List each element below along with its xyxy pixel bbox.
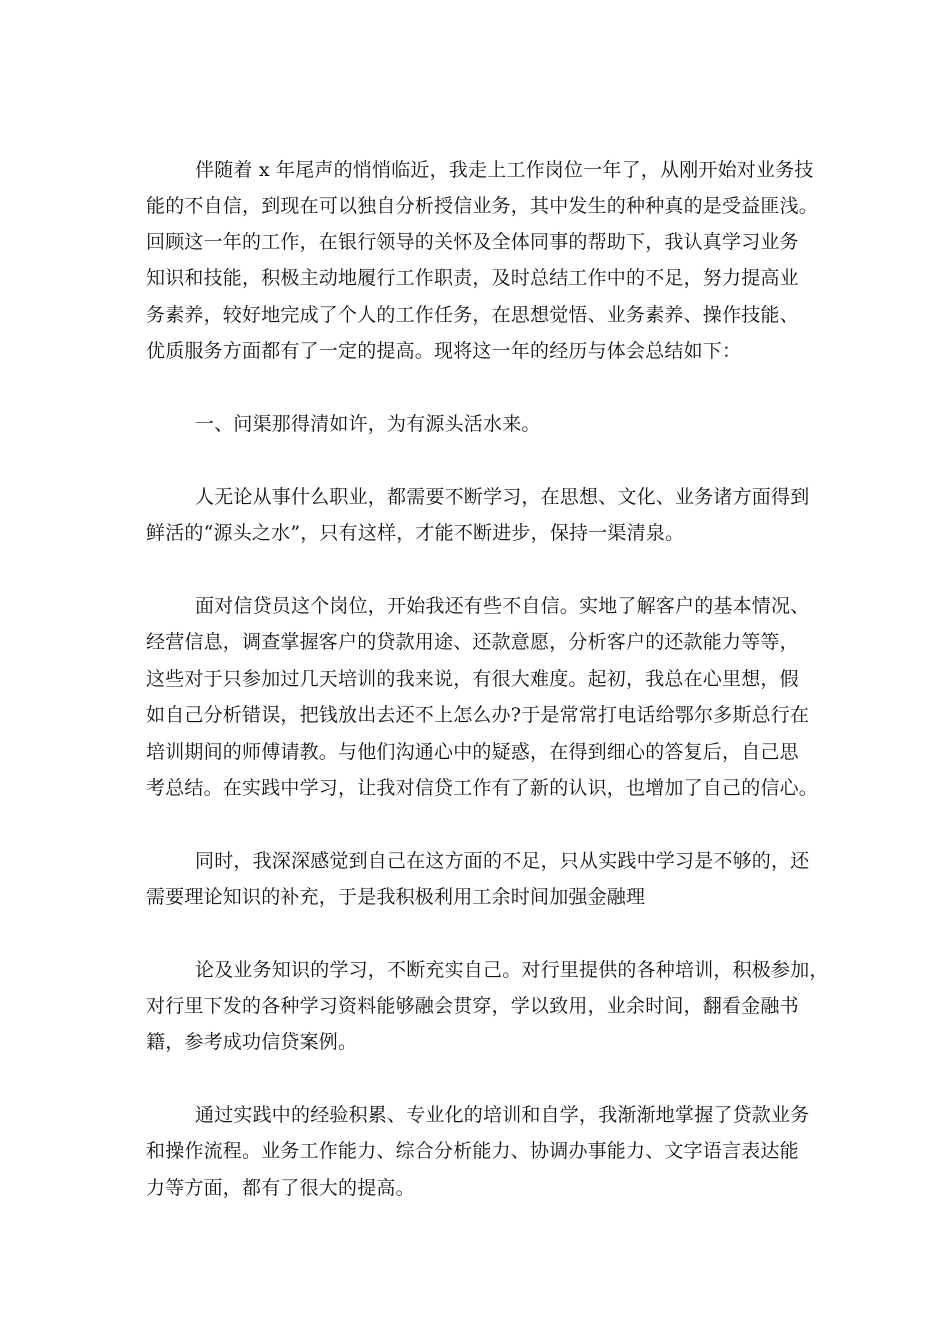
- paragraph-4-line-2: 需要理论知识的补充，于是我积极利用工余时间加强金融理: [146, 886, 646, 908]
- paragraph-6-line-2: 和操作流程。业务工作能力、综合分析能力、协调办事能力、文字语言表达能: [146, 1140, 799, 1162]
- section-heading-1: 一、问渠那得清如许，为有源头活水来。: [195, 413, 541, 435]
- paragraph-1-line-4: 知识和技能，积极主动地履行工作职责，及时总结工作中的不足，努力提高业: [146, 267, 799, 289]
- paragraph-2-line-2: 鲜活的“源头之水”，只有这样，才能不断进步，保持一渠清泉。: [146, 522, 685, 544]
- paragraph-1-line-5: 务素养，较好地完成了个人的工作任务，在思想觉悟、业务素养、操作技能、: [146, 304, 799, 326]
- paragraph-3-line-2: 经营信息，调查掌握客户的贷款用途、还款意愿，分析客户的还款能力等等，: [146, 631, 799, 653]
- paragraph-1-line-6: 优质服务方面都有了一定的提高。现将这一年的经历与体会总结如下：: [146, 340, 742, 362]
- paragraph-1-line-3: 回顾这一年的工作，在银行领导的关怀及全体同事的帮助下，我认真学习业务: [146, 231, 799, 253]
- paragraph-5-line-2: 对行里下发的各种学习资料能够融会贯穿，学以致用，业余时间，翻看金融书: [146, 995, 799, 1017]
- paragraph-5-line-1: 论及业务知识的学习，不断充实自己。对行里提供的各种培训，积极参加，: [195, 959, 829, 981]
- paragraph-3-line-1: 面对信贷员这个岗位，开始我还有些不自信。实地了解客户的基本情况、: [195, 595, 810, 617]
- paragraph-6-line-1: 通过实践中的经验积累、专业化的培训和自学，我渐渐地掌握了贷款业务: [195, 1104, 810, 1126]
- paragraph-5-line-3: 籍，参考成功信贷案例。: [146, 1031, 358, 1053]
- paragraph-1-line-1: 伴随着 x 年尾声的悄悄临近，我走上工作岗位一年了，从刚开始对业务技: [195, 159, 814, 181]
- paragraph-2-line-1: 人无论从事什么职业，都需要不断学习，在思想、文化、业务诸方面得到: [195, 486, 810, 508]
- paragraph-3-line-3: 这些对于只参加过几天培训的我来说，有很大难度。起初，我总在心里想，假: [146, 668, 799, 690]
- paragraph-3-line-6: 考总结。在实践中学习，让我对信贷工作有了新的认识，也增加了自己的信心。: [146, 777, 819, 799]
- paragraph-6-line-3: 力等方面，都有了很大的提高。: [146, 1177, 415, 1199]
- paragraph-3-line-5: 培训期间的师傅请教。与他们沟通心中的疑惑，在得到细心的答复后，自己思: [146, 741, 799, 763]
- paragraph-4-line-1: 同时，我深深感觉到自己在这方面的不足，只从实践中学习是不够的，还: [195, 850, 810, 872]
- paragraph-3-line-4: 如自己分析错误，把钱放出去还不上怎么办?于是常常打电话给鄂尔多斯总行在: [146, 704, 810, 726]
- paragraph-1-line-2: 能的不自信，到现在可以独自分析授信业务，其中发生的种种真的是受益匪浅。: [146, 195, 819, 217]
